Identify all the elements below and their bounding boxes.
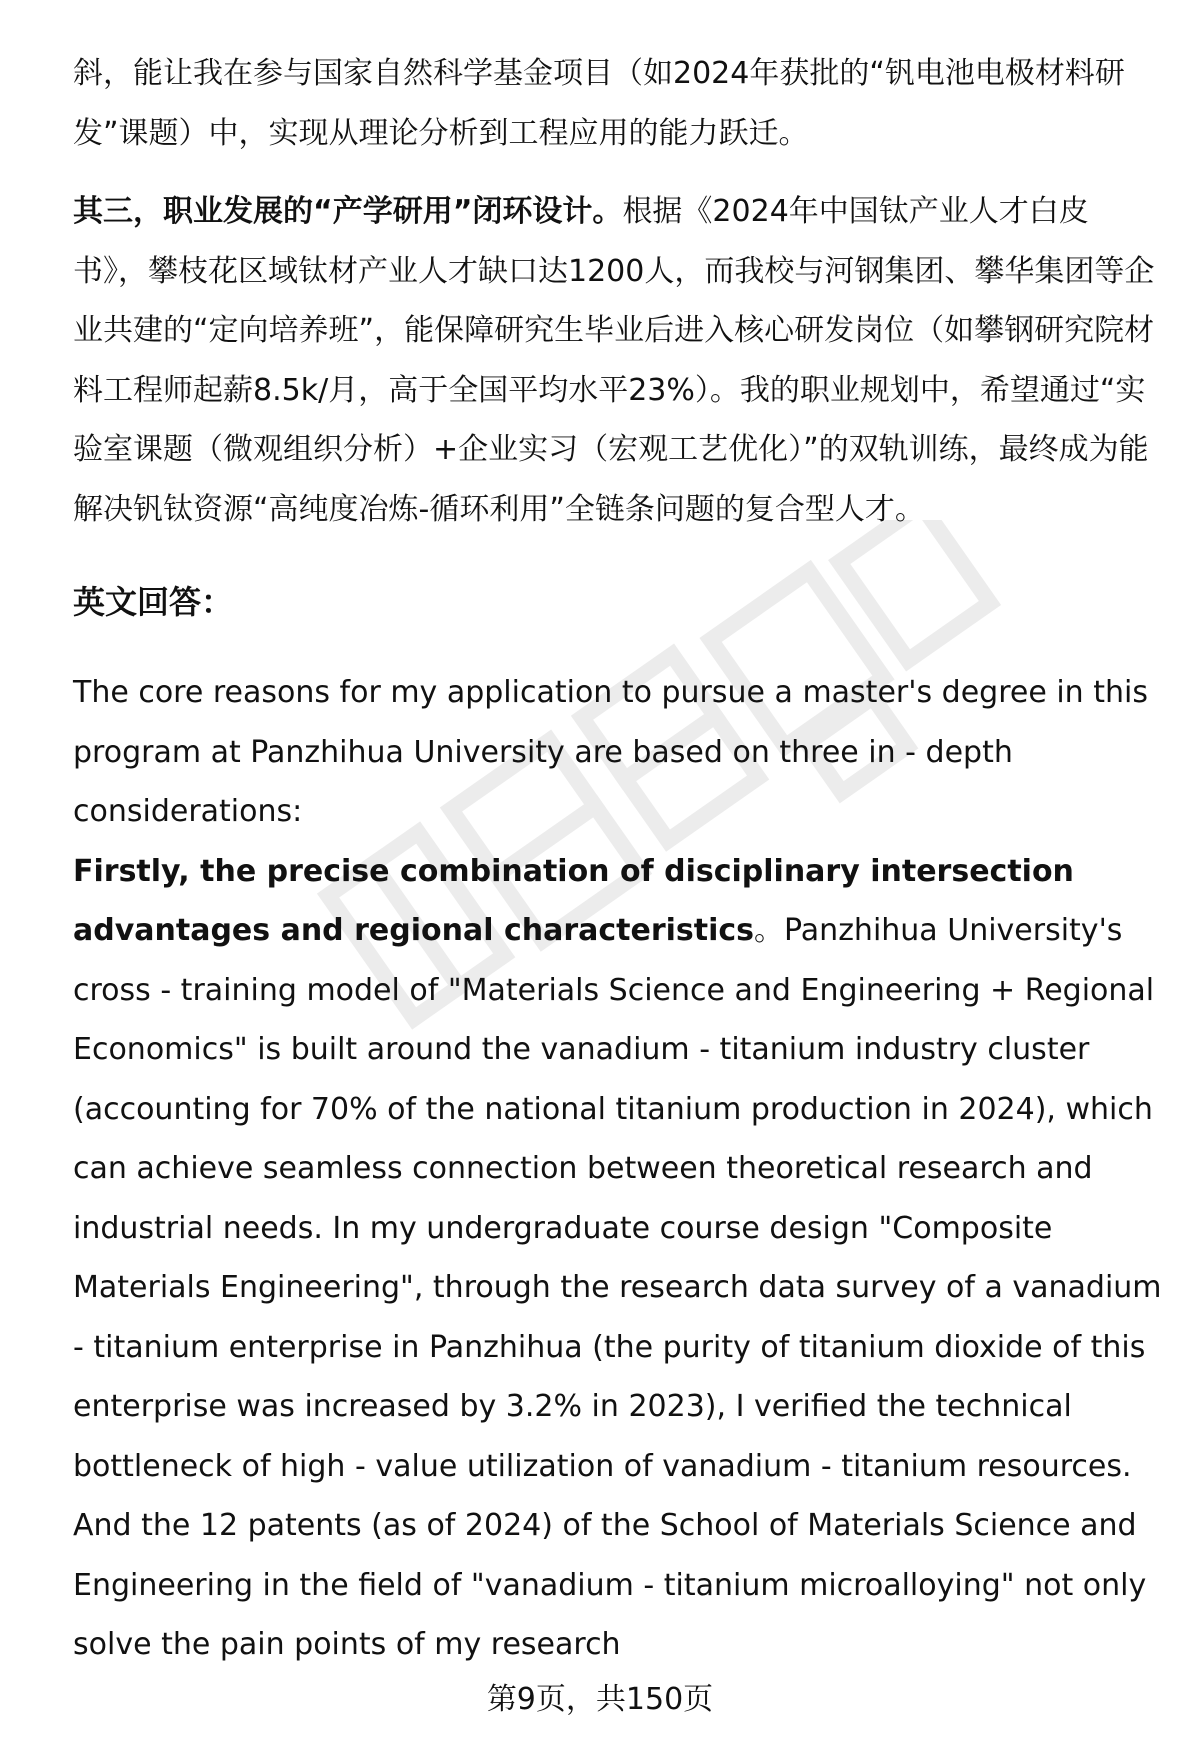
- first-point-text: Panzhihua University's cross - training model of "Materials Science and Engineering + Regional Economics" is built around the vanadium - titanium industry cluster (accounting for 70% of the national titanium production in 2024), which can achieve seamless connection between theoretical research and industrial needs. In my undergraduate course design "Composite Materials Engineering", through the research data survey of a vanadium - titanium enterprise in Panzhihua (the purity of titanium dioxide of this enterprise was increased by 3.2% in 2023), I verified the technical bottleneck of high - value utilization of vanadium - titanium resources. And the 12 patents (as of 2024) of the School of Materials Science and Engineering in the field of "vanadium - titanium microalloying" not only solve the pain points of my research: [73, 913, 1162, 1662]
- english-intro-paragraph: The core reasons for my application to pursue a master's degree in this program at Panzhihua University are based on three in - depth considerations:: [73, 675, 1148, 829]
- chinese-paragraph-1-text: 斜，能让我在参与国家自然科学基金项目（如2024年获批的“钒电池电极材料研发”课题）中，实现从理论分析到工程应用的能力跃迁。: [73, 56, 1125, 151]
- document-page: [73, 44, 1163, 1675]
- page-number-label: 第9页，共150页: [486, 1682, 714, 1717]
- third-point-heading: 其三，职业发展的“产学研用”闭环设计。: [73, 194, 623, 229]
- english-answer-body: [73, 663, 1163, 1675]
- first-point-heading: Firstly, the precise combination of disciplinary intersection advantages and regional characteristics: [73, 853, 1074, 948]
- first-point-mark: 。: [754, 913, 785, 948]
- english-first-point-paragraph: [73, 842, 1163, 1675]
- chinese-paragraph-third-point: [73, 182, 1163, 539]
- chinese-paragraph-continuation: [73, 44, 1163, 163]
- third-point-text: 根据《2024年中国钛产业人才白皮书》，攀枝花区域钛材产业人才缺口达1200人，而我校与河钢集团、攀华集团等企业共建的“定向培养班”，能保障研究生毕业后进入核心研发岗位（如攀钢研究院材料工程师起薪8.5k/月，高于全国平均水平23%）。我的职业规划中，希望通过“实验室课题（微观组织分析）+企业实习（宏观工艺优化）”的双轨训练，最终成为能解决钒钛资源“高纯度冶炼-循环利用”全链条问题的复合型人才。: [73, 194, 1155, 527]
- english-answer-heading: 英文回答：: [73, 583, 234, 621]
- page-footer: [0, 1670, 1200, 1730]
